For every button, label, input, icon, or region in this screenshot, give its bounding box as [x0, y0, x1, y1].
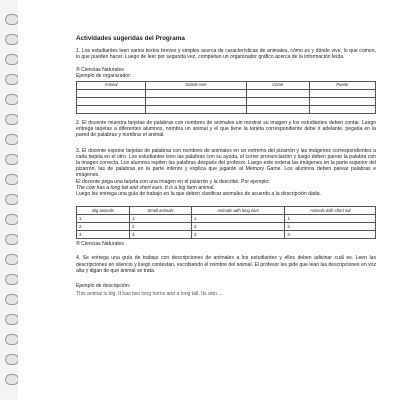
table-row — [77, 215, 376, 223]
binding-ring — [5, 274, 19, 285]
table-cell — [77, 106, 146, 114]
example-description: This animal is big. It has two long horns and a long tail. Its skin ... — [76, 291, 223, 298]
table-cell — [77, 98, 146, 106]
table-cell — [309, 106, 375, 114]
binding-ring — [5, 94, 19, 105]
table-cell: 3. — [77, 231, 130, 239]
binding-ring — [5, 134, 19, 145]
table-cell: 3. — [130, 231, 192, 239]
table-cell: 2. — [285, 223, 376, 231]
page-content — [76, 36, 376, 300]
table-header-cell: Dónde vive — [146, 82, 247, 90]
table-cell — [146, 90, 247, 98]
organizer-table — [76, 81, 376, 114]
binding-ring — [5, 314, 19, 325]
binding-ring — [5, 14, 19, 25]
table-cell — [246, 90, 309, 98]
activity-1: 1. Los estudiantes leen varios textos breves y simples acerca de características de animales, cómo es y dónde vive, lo que comen, lo que pueden hacer. Luego de leer por segunda vez, completan un organizador gráfico acerca de la información leída. — [76, 48, 376, 61]
area-label: ® Ciencias Naturales — [76, 66, 124, 73]
table-row — [77, 231, 376, 239]
binding-ring — [5, 214, 19, 225]
activity-3-example-intro: El docente pega una tarjeta con una imagen en el pizarrón y la describe. Por ejemplo: — [76, 178, 270, 185]
table-cell: 1. — [285, 215, 376, 223]
binding-ring — [5, 54, 19, 65]
example-label: Ejemplo de organizador: — [76, 72, 132, 79]
table-header-cell: Small animals — [130, 207, 192, 215]
table-cell: 1. — [77, 215, 130, 223]
table-cell — [309, 98, 375, 106]
page-title: Actividades sugeridas del Programa — [76, 35, 185, 42]
binding-ring — [5, 74, 19, 85]
table-header-cell: Animals with short tail — [285, 207, 376, 215]
table-row — [77, 106, 376, 114]
table-row — [77, 223, 376, 231]
binding-ring — [5, 254, 19, 265]
document-page — [18, 0, 400, 400]
table-cell — [146, 98, 247, 106]
table-row — [77, 90, 376, 98]
table-cell: 3. — [285, 231, 376, 239]
area-label-2: ® Ciencias Naturales — [76, 241, 124, 248]
table-cell: 2. — [191, 223, 284, 231]
binding-ring — [5, 174, 19, 185]
activity-3-example: The cow has a long tail and short ears. It is a big farm animal. — [76, 184, 215, 191]
binding-ring — [5, 154, 19, 165]
table-cell: 1. — [191, 215, 284, 223]
binding-ring — [5, 34, 19, 45]
table-header-cell: Puede — [309, 82, 375, 90]
table-cell: 1. — [130, 215, 192, 223]
table-cell — [246, 98, 309, 106]
binding-ring — [5, 374, 19, 385]
binding-ring — [5, 114, 19, 125]
table-cell — [146, 106, 247, 114]
table-cell — [77, 90, 146, 98]
table-header-cell: Animal — [77, 82, 146, 90]
activity-2: 2. El docente muestra tarjetas de palabras con nombres de animales sin mostrar su imagen y los estudiantes deben contar. Luego entrega tarjetas a diferentes alumnos, nombra un animal y el que tiene la tarjeta correspondiente debe ir adelante, pegarla en la pared de palabras y nombrar el animal. — [76, 120, 376, 139]
binding-ring — [5, 354, 19, 365]
table-header-row — [77, 207, 376, 215]
example-label-2: Ejemplo de descripción: — [76, 283, 131, 290]
table-cell: 3. — [191, 231, 284, 239]
binding-ring — [5, 194, 19, 205]
table-header-cell: Big animals — [77, 207, 130, 215]
table-header-cell: Come — [246, 82, 309, 90]
binding-ring — [5, 334, 19, 345]
binding-ring — [5, 294, 19, 305]
table-cell — [246, 106, 309, 114]
table-cell: 2. — [77, 223, 130, 231]
classification-table — [76, 206, 376, 239]
activity-3: 3. El docente expone tarjetas de palabras con nombres de animales en un extremo del pizarrón y las imágenes correspondientes a cada tarjeta en el otro. Los estudiantes leen las palabras con su ayuda, el correr pronunciación y luego deben parear la palabra con la imagen correcta. Los alumnos repiten las palabras después del profesor. Luego este ordena las imágenes en la parte superior del pizarrón, las de palabras en la parte inferior y explica que jugarán al Memory Game. Los alumnos deben parear palabras e imágenes. — [76, 147, 376, 179]
activity-3-instructions: Luego les entrega una guía de trabajo en la que deben clasificar animales de acuerdo a la descripción dada. — [76, 191, 321, 198]
activity-4: 4. Se entrega una guía de trabajo con descripciones de animales a los estudiantes y ellos deben adivinar cuál es. Leen las descripciones en silencio y luego contestan, escribiendo el nombre del animal. El profesor les pide que lean las descripciones en voz alta y digan de qué animal se trata. — [76, 255, 376, 274]
binding-ring — [5, 234, 19, 245]
table-cell — [309, 90, 375, 98]
table-row — [77, 98, 376, 106]
table-header-cell: Animals with long ears — [191, 207, 284, 215]
table-header-row — [77, 82, 376, 90]
table-cell: 2. — [130, 223, 192, 231]
